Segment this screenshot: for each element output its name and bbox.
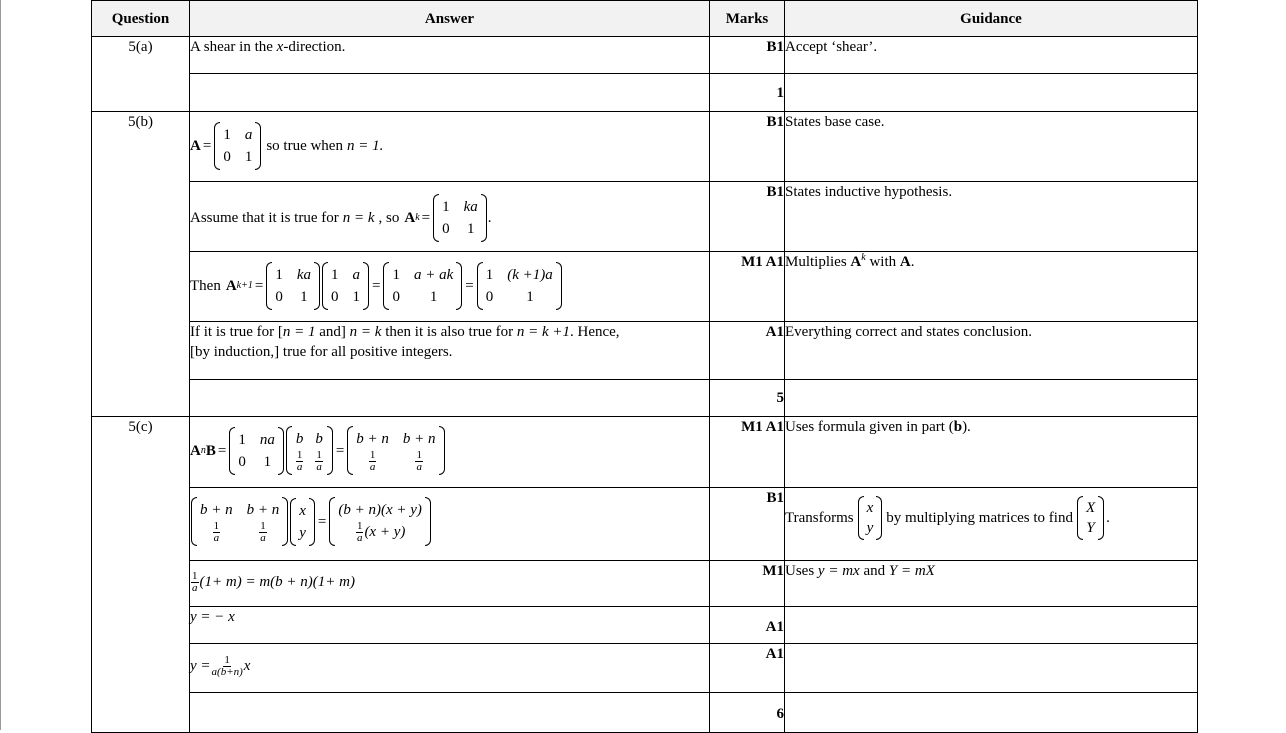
matrix-Ak-step: 1 ka 0 1 [266,262,320,310]
guidance-5c-transform: Transforms x y by multiplying matrices to find X Y . [785,488,1198,561]
mark-5c-equation: M1 [710,561,785,607]
matrix-AnB-2: b + n b + n $\frac{1}{a}$ $\frac{1}{a}$ [191,497,288,546]
header-marks: Marks [710,1,785,37]
q5a-row [92,37,1198,74]
header-row [92,1,1198,37]
guidance-5a: Accept ‘shear’. [785,37,1198,74]
total-5c: 6 [710,693,785,733]
answer-5c-line1: y = − x [190,607,710,644]
guidance-5b-base: States base case. [785,112,1198,182]
matrix-AnB: b + n b + n $\frac{1}{a}$ $\frac{1}{a}$ [347,426,444,475]
mark-scheme-table [91,0,1198,733]
mark-5b-hypothesis: B1 [710,182,785,252]
vector-xy: x y [290,498,315,546]
q5c-row-3 [92,561,1198,607]
mark-5c-formula: M1 A1 [710,417,785,488]
question-label-5b: 5(b) [92,112,190,417]
q5c-total-row [92,693,1198,733]
guidance-5c-formula: Uses formula given in part (b). [785,417,1198,488]
vector-result: (b + n)(x + y) $\frac{1}{a}$ (x + y) [329,497,431,546]
q5b-row-2 [92,182,1198,252]
q5b-row-3 [92,252,1198,322]
question-label-5c: 5(c) [92,417,190,733]
matrix-result: 1 (k +1)a 0 1 [477,262,562,310]
header-question: Question [92,1,190,37]
matrix-A-step: 1 a 0 1 [322,262,369,310]
question-label-5a: 5(a) [92,37,190,112]
guidance-5b-conclusion: Everything correct and states conclusion. [785,322,1198,380]
mark-5c-line2: A1 [710,644,785,693]
header-guidance: Guidance [785,1,1198,37]
q5b-total-row [92,380,1198,417]
vector-XY-guidance: X Y [1077,496,1104,540]
mark-5b-step: M1 A1 [710,252,785,322]
q5b-row-4 [92,322,1198,380]
answer-5b-conclusion: If it is true for [n = 1 and] n = k then it is also true for n = k +1. Hence, [by induction,] true for all positive integers. [190,322,710,380]
header-answer: Answer [190,1,710,37]
mark-5b-base: B1 [710,112,785,182]
guidance-5b-step: Multiplies $A^k$ with A. [785,252,1198,322]
mark-5c-line1: A1 [710,607,785,644]
answer-5b-base: A = 1 a 0 1 so true when n = 1. [190,112,710,182]
answer-5c-transform: b + n b + n $\frac{1}{a}$ $\frac{1}{a}$ x y = (b + n)(x + y) $\frac{1}{a}$ (x + y) [190,488,710,561]
matrix-product: 1 a + ak 0 1 [383,262,462,310]
answer-5b-step: Then A k+1 = 1 ka 0 1 1 a 0 1 = 1 a + ak 0 1 = 1 (k +1)a 0 1 [190,252,710,322]
matrix-An: 1 na 0 1 [229,427,284,475]
vector-xy-guidance: x y [858,496,883,540]
answer-5b-hypothesis: Assume that it is true for n = k , so A k = 1 ka 0 1 . [190,182,710,252]
q5b-row-1 [92,112,1198,182]
matrix-Ak: 1 ka 0 1 [433,194,487,242]
total-5b: 5 [710,380,785,417]
q5c-row-2 [92,488,1198,561]
q5c-row-5 [92,644,1198,693]
q5c-row-1 [92,417,1198,488]
answer-5a: A shear in the x-direction. [190,37,710,74]
matrix-B: b b $\frac{1}{a}$ $\frac{1}{a}$ [286,426,333,475]
mark-5b-conclusion: A1 [710,322,785,380]
guidance-5c-equation: Uses y = mx and Y = mX [785,561,1198,607]
answer-5c-equation: $\frac{1}{a}$ (1+ m) = m(b + n)(1+ m) [190,561,710,607]
answer-5c-line2: y = $\frac{1}{a(b+n)}$ x [190,644,710,693]
guidance-5b-hypothesis: States inductive hypothesis. [785,182,1198,252]
left-edge-rule [0,0,1,730]
mark-5a: B1 [710,37,785,74]
q5c-row-4 [92,607,1198,644]
q5a-total-row [92,74,1198,112]
mark-5c-transform: B1 [710,488,785,561]
matrix-A: 1 a 0 1 [214,122,261,170]
total-5a: 1 [710,74,785,112]
answer-5c-formula: A n B = 1 na 0 1 b b $\frac{1}{a}$ $\frac{1}{a}$ = b + n b + n $\frac{1}{a}$ $\frac{1}{a}$ [190,417,710,488]
